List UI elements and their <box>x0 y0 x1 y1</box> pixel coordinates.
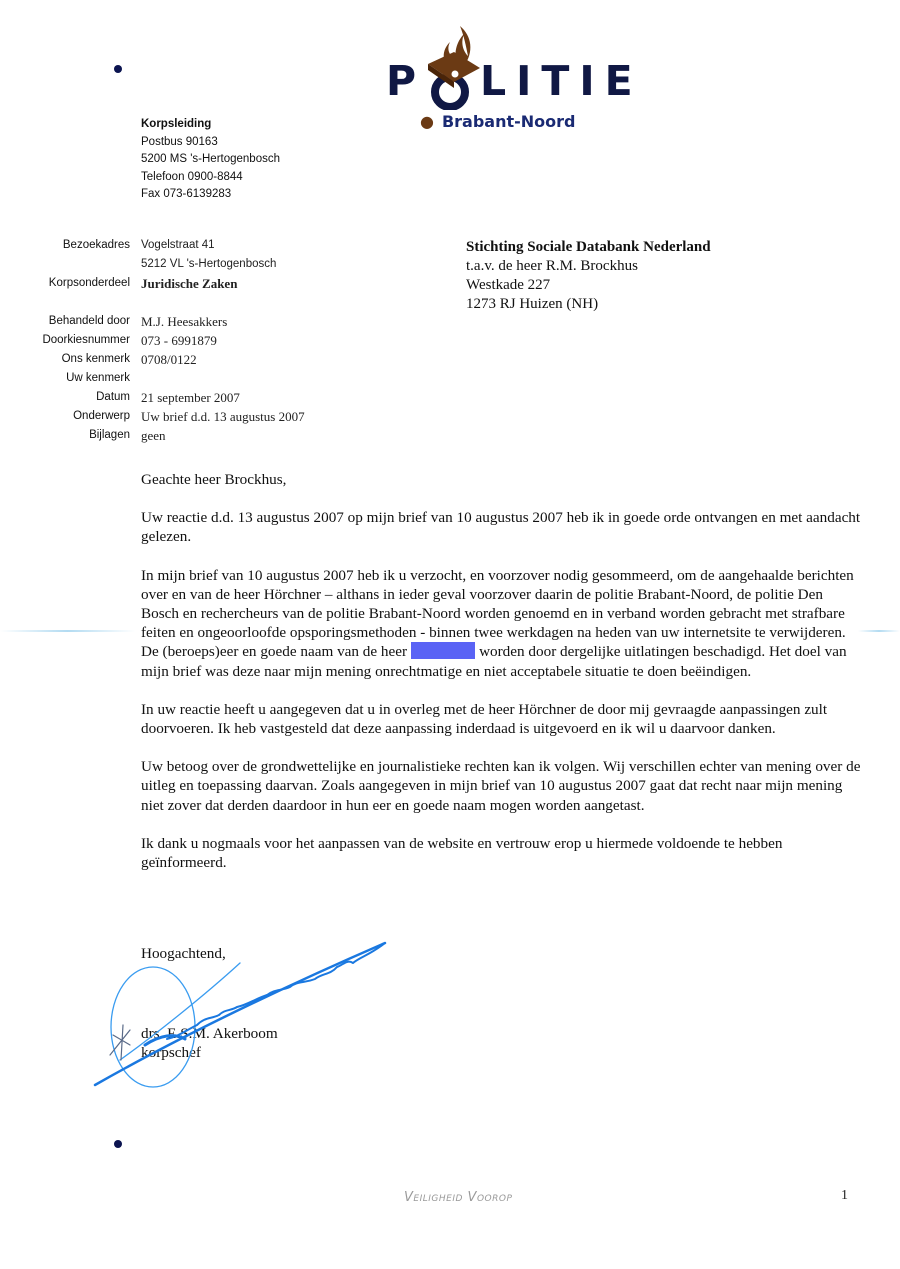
punch-hole-dot <box>114 65 122 73</box>
paragraph: In uw reactie heeft u aangegeven dat u in overleg met de heer Hörchner de door mij gevraagde aanpassingen zult doorvoeren. Ik heb vastgesteld dat deze aanpassing inderdaad is uitgevoerd en ik wil u daarvoor danken. <box>141 700 828 738</box>
paragraph: Uw reactie d.d. 13 augustus 2007 op mijn brief van 10 augustus 2007 heb ik in goede orde ontvangen en met aandacht gelezen. <box>141 509 861 546</box>
redacted-name <box>411 642 475 659</box>
bullet-icon: ● <box>420 112 434 131</box>
letter-body <box>141 470 861 891</box>
closing: Hoogachtend, <box>141 945 226 962</box>
meta-value: 21 september 2007 <box>141 390 240 405</box>
sender-block <box>141 116 280 204</box>
meta-row-bezoekadres <box>0 236 340 255</box>
meta-label: Behandeld door <box>48 315 130 327</box>
meta-value: Vogelstraat 41 <box>141 239 215 251</box>
logo-letter-p: P <box>386 57 418 105</box>
scan-artifact-line <box>858 630 900 632</box>
paragraph-with-redaction <box>141 566 861 681</box>
signer-title: korpschef <box>141 1044 201 1061</box>
meta-label: Onderwerp <box>73 410 130 422</box>
meta-row-doorkiesnummer <box>0 331 340 350</box>
meta-value: 073 - 6991879 <box>141 333 217 348</box>
recipient-line: t.a.v. de heer R.M. Brockhus <box>466 258 638 274</box>
sender-line: Telefoon 0900-8844 <box>141 170 243 183</box>
punch-hole-dot <box>114 1140 122 1148</box>
police-emblem-icon <box>424 22 482 110</box>
footer-slogan: Veiligheid Voorop <box>404 1190 513 1205</box>
meta-row-bezoekadres-city <box>0 255 340 274</box>
meta-value: 0708/0122 <box>141 352 197 367</box>
meta-row-behandeld-door <box>0 312 340 331</box>
meta-label: Uw kenmerk <box>66 372 130 384</box>
paragraph-text: In mijn brief van 10 augustus 2007 heb ik u verzocht, en voorzover nodig gesommeerd, om de aangehaalde berichten over en van de heer Hörchner – althans in ieder geval voorzover daarin de politie Brabant-Noord, de politie Den Bosch en rechercheurs van de politie Brabant-Noord worden genoemd en in verband worden gebracht met strafbare feiten en ongeoorloofde opsporingsmethoden - binnen twee werkdagen na heden van uw internetsite te verwijderen. De (beroeps)eer en goede naam van de heer <box>141 566 854 661</box>
meta-row-ons-kenmerk <box>0 350 340 369</box>
logo-region <box>420 112 576 131</box>
scan-artifact-line <box>0 630 135 632</box>
paragraph-text: worden door dergelijke uitlatingen beschadigd. Het doel van mijn brief was deze naar mijn mening onrechtmatige en niet acceptabele situatie te doen beëindigen. <box>141 643 847 680</box>
meta-value: M.J. Heesakkers <box>141 314 228 329</box>
sender-line: Fax 073-6139283 <box>141 188 232 200</box>
recipient-line: Westkade 227 <box>466 277 551 293</box>
paragraph: Ik dank u nogmaals voor het aanpassen van de website en vertrouw erop u hiermede voldoende te hebben geïnformeerd. <box>141 834 783 872</box>
meta-row-korpsonderdeel <box>0 274 340 293</box>
meta-row-datum <box>0 388 340 407</box>
meta-value: Uw brief d.d. 13 augustus 2007 <box>141 409 305 424</box>
sender-line: Postbus 90163 <box>141 135 218 148</box>
meta-value: 5212 VL 's-Hertogenbosch <box>141 258 277 270</box>
sender-department: Korpsleiding <box>141 118 212 130</box>
meta-label: Ons kenmerk <box>61 353 130 365</box>
politie-logo <box>384 22 654 137</box>
salutation: Geachte heer Brockhus, <box>141 471 287 488</box>
recipient-line: 1273 RJ Huizen (NH) <box>466 296 599 312</box>
page-number: 1 <box>841 1188 848 1203</box>
recipient-organization: Stichting Sociale Databank Nederland <box>466 239 711 255</box>
meta-label: Datum <box>96 391 130 403</box>
sender-line: 5200 MS 's-Hertogenbosch <box>141 153 280 165</box>
meta-label: Bijlagen <box>89 429 130 441</box>
meta-label: Bezoekadres <box>62 239 130 251</box>
meta-row-onderwerp <box>0 407 340 426</box>
region-name: Brabant-Noord <box>441 112 576 131</box>
logo-letters-litie: LITIE <box>480 57 643 105</box>
meta-label: Korpsonderdeel <box>48 277 130 289</box>
meta-row-bijlagen <box>0 426 340 445</box>
letter-metadata <box>0 236 340 445</box>
meta-row-spacer <box>0 293 340 312</box>
paragraph: Uw betoog over de grondwettelijke en journalistieke rechten kan ik volgen. Wij verschillen echter van mening over de uitleg en toepassing daarvan. Zoals aangegeven in mijn brief van 10 augustus 2007 gaat dat recht naar mijn mening niet zover dat derden daardoor in hun eer en goede naam mogen worden aangetast. <box>141 758 861 814</box>
signer-block <box>141 1024 278 1062</box>
handwritten-signature-icon <box>85 935 405 1095</box>
meta-label: Doorkiesnummer <box>42 334 130 346</box>
meta-value: geen <box>141 428 166 443</box>
meta-row-uw-kenmerk <box>0 369 340 388</box>
meta-value: Juridische Zaken <box>141 276 238 291</box>
signer-name: drs. E.S.M. Akerboom <box>141 1025 278 1042</box>
recipient-address <box>466 238 711 314</box>
